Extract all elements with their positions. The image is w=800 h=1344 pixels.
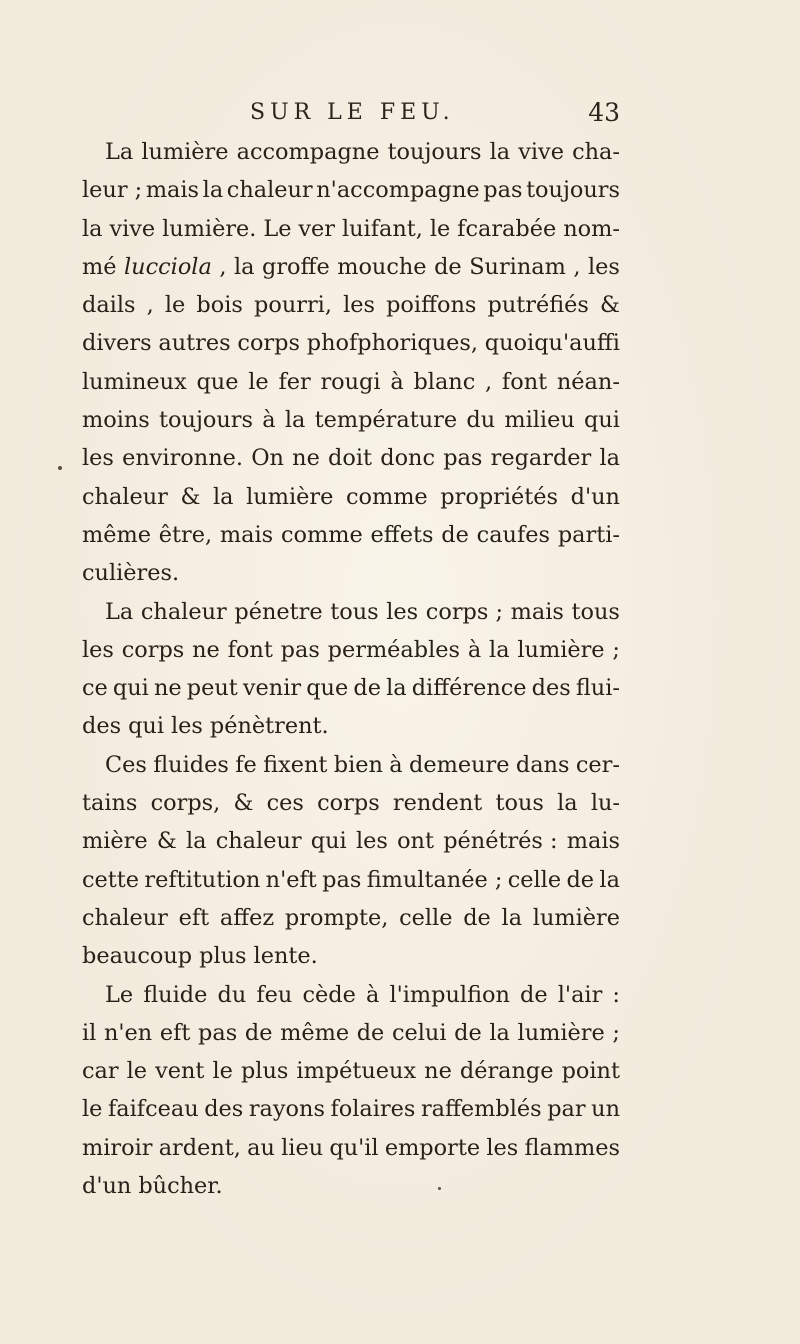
word: la xyxy=(185,828,207,855)
word: n'accompagne xyxy=(316,177,480,204)
ink-speck xyxy=(438,1187,441,1190)
word: emporte xyxy=(384,1134,481,1161)
word: l'air xyxy=(557,981,603,1008)
word: pas xyxy=(443,445,483,472)
word: les xyxy=(486,1134,519,1161)
word: fixent xyxy=(263,751,328,778)
word: dails xyxy=(82,292,136,319)
word: ardent, xyxy=(158,1134,241,1161)
word: la xyxy=(233,253,255,280)
word: le xyxy=(212,1058,233,1085)
word: de xyxy=(353,675,381,702)
text-line xyxy=(82,1090,620,1128)
word: , xyxy=(485,368,493,395)
word: vent xyxy=(155,1058,205,1085)
text-line xyxy=(82,1014,620,1052)
word: raffemblés xyxy=(420,1096,542,1123)
word: mais xyxy=(145,177,200,204)
word: la xyxy=(557,790,578,817)
word: lu- xyxy=(590,790,620,817)
word: ; xyxy=(612,636,620,663)
word: doit xyxy=(328,445,373,472)
word: Surinam xyxy=(469,253,566,280)
word: du xyxy=(217,981,247,1008)
word: la xyxy=(82,215,103,242)
word: propriétés xyxy=(440,483,559,510)
word: de xyxy=(463,904,491,931)
text-line xyxy=(82,899,620,937)
text-line xyxy=(82,133,620,171)
word: tous xyxy=(330,598,379,625)
word: quoiqu'auffi xyxy=(484,330,620,357)
word: pénétrés : xyxy=(443,828,558,855)
word: rendent xyxy=(392,790,483,817)
word: moins xyxy=(82,407,150,434)
word: la xyxy=(202,177,224,204)
word: des xyxy=(82,713,122,740)
text-line xyxy=(82,248,620,286)
word: ne xyxy=(153,675,182,702)
word: nom- xyxy=(563,215,620,242)
word: qui xyxy=(128,713,164,740)
page-number: 43 xyxy=(588,98,620,127)
word: néan- xyxy=(556,368,620,395)
text-line xyxy=(82,861,620,899)
word: Le xyxy=(263,215,292,242)
running-head-title: SUR LE FEU. xyxy=(250,100,455,125)
word: la xyxy=(213,483,234,510)
word: font xyxy=(501,368,548,395)
word: ces xyxy=(266,790,304,817)
word: les xyxy=(355,828,388,855)
word: La xyxy=(105,598,134,625)
word: caufes xyxy=(476,521,550,548)
word: milieu xyxy=(504,407,575,434)
word: température xyxy=(314,407,458,434)
text-line xyxy=(82,669,620,707)
word: fimultanée ; xyxy=(366,866,503,893)
word: toujours xyxy=(526,177,620,204)
text-line xyxy=(82,593,620,631)
word: vive xyxy=(109,215,156,242)
word: Le xyxy=(105,981,134,1008)
word: pénètrent. xyxy=(209,713,329,740)
word: car xyxy=(82,1058,119,1085)
word: qui xyxy=(112,675,149,702)
word: différence xyxy=(411,675,527,702)
text-line xyxy=(82,822,620,860)
text-line xyxy=(82,171,620,209)
word: ont xyxy=(397,828,434,855)
word: pas xyxy=(280,636,320,663)
word: celle xyxy=(507,866,562,893)
word: corps xyxy=(317,790,380,817)
word: font xyxy=(227,636,273,663)
word: fluide xyxy=(143,981,208,1008)
word: qui xyxy=(310,828,347,855)
word: être, xyxy=(158,521,213,548)
word: qu'il xyxy=(329,1134,379,1161)
word: du xyxy=(466,407,496,434)
word: chaleur xyxy=(226,177,313,204)
word: la xyxy=(489,139,511,165)
word: d'un xyxy=(82,1173,132,1200)
word: affez xyxy=(219,904,275,931)
word: , xyxy=(146,292,154,319)
word: impétueux xyxy=(296,1058,417,1085)
word: cette xyxy=(82,866,140,893)
word: lumière xyxy=(141,139,229,165)
text-line xyxy=(82,707,620,745)
word: mé xyxy=(82,253,117,280)
word: On xyxy=(251,445,284,472)
word: bois xyxy=(196,292,243,319)
word: vive xyxy=(518,139,564,165)
body-text xyxy=(82,133,620,1205)
word: : xyxy=(612,981,620,1008)
word: donc xyxy=(380,445,436,472)
word: comme xyxy=(345,483,428,510)
word: cer- xyxy=(575,751,620,778)
word: chaleur xyxy=(82,904,168,931)
word: par xyxy=(547,1096,586,1123)
word: putréfiés xyxy=(487,292,589,319)
word: fluides xyxy=(153,751,229,778)
word: que xyxy=(306,675,349,702)
word: La xyxy=(105,139,134,165)
text-line xyxy=(82,401,620,439)
word: cède xyxy=(302,981,356,1008)
word: groffe xyxy=(262,253,330,280)
word: corps xyxy=(121,636,185,663)
word: venir xyxy=(242,675,302,702)
word: de xyxy=(244,1019,273,1046)
word: peut xyxy=(186,675,238,702)
word: de xyxy=(356,1019,385,1046)
word: le xyxy=(429,215,451,242)
word: faifceau xyxy=(107,1096,199,1123)
word: & xyxy=(600,292,620,319)
word: même xyxy=(82,521,151,548)
word: fcarabée xyxy=(457,215,557,242)
text-line xyxy=(82,478,620,516)
word: demeure xyxy=(409,751,510,778)
word: prompte, xyxy=(284,904,389,931)
word: leur ; xyxy=(82,177,143,204)
word: miroir xyxy=(82,1134,153,1161)
text-line xyxy=(82,516,620,554)
word: , xyxy=(219,253,227,280)
word: luifant, xyxy=(341,215,423,242)
word: ne xyxy=(424,1058,452,1085)
word: à xyxy=(262,407,276,434)
text-line xyxy=(82,439,620,477)
word: lumière. xyxy=(162,215,257,242)
word: pas xyxy=(198,1019,238,1046)
word: lumière xyxy=(517,636,605,663)
word: celui xyxy=(391,1019,447,1046)
word: perméables xyxy=(327,636,461,663)
word: plus xyxy=(240,1058,289,1085)
text-line xyxy=(82,631,620,669)
word: eft xyxy=(159,1019,191,1046)
text-line xyxy=(82,324,620,362)
word: dans xyxy=(515,751,570,778)
word: tous xyxy=(571,598,620,625)
text-line xyxy=(82,1052,620,1090)
ink-speck xyxy=(58,466,62,470)
word: effets xyxy=(370,521,434,548)
text-line xyxy=(82,554,620,592)
word: la xyxy=(599,445,620,472)
word: & xyxy=(180,483,201,510)
word: à xyxy=(390,368,404,395)
word: le xyxy=(248,368,269,395)
word: celle xyxy=(399,904,453,931)
text-line xyxy=(82,363,620,401)
word: lumière xyxy=(246,483,334,510)
word: les xyxy=(82,636,114,663)
word: les xyxy=(171,713,203,740)
word: ne xyxy=(192,636,220,663)
word: , xyxy=(573,253,581,280)
word: pourri, xyxy=(254,292,332,319)
word: dérange xyxy=(459,1058,554,1085)
word: le xyxy=(82,1096,103,1123)
word: chaleur xyxy=(82,483,168,510)
word: lumineux xyxy=(82,368,187,395)
word: de xyxy=(441,521,469,548)
word: point xyxy=(561,1058,620,1085)
word: autres xyxy=(158,330,231,357)
word: environne. xyxy=(122,445,243,472)
text-line xyxy=(82,937,620,975)
word: le xyxy=(126,1058,148,1085)
word: chaleur xyxy=(215,828,302,855)
word: à xyxy=(365,981,380,1008)
word: toujours xyxy=(159,407,253,434)
word: folaires xyxy=(330,1096,416,1123)
word: de xyxy=(520,981,548,1008)
word: mais xyxy=(219,521,274,548)
word: phofphoriques, xyxy=(306,330,478,357)
word: corps xyxy=(237,330,300,357)
word: bûcher. xyxy=(138,1173,223,1200)
word: l'impulfion xyxy=(389,981,510,1008)
word: mière xyxy=(82,828,148,855)
word: feu xyxy=(256,981,293,1008)
word: il xyxy=(82,1019,97,1046)
word: tous xyxy=(495,790,544,817)
word: les xyxy=(386,598,419,625)
word: mouche xyxy=(337,253,427,280)
word: la xyxy=(489,636,510,663)
word: la xyxy=(599,866,620,893)
text-line xyxy=(82,1167,620,1205)
word: tains xyxy=(82,790,138,817)
word: beaucoup xyxy=(82,943,193,970)
word: & xyxy=(233,790,254,817)
word: les xyxy=(82,445,114,472)
word: rougi xyxy=(320,368,381,395)
word: à xyxy=(389,751,403,778)
text-line xyxy=(82,1129,620,1167)
word: même xyxy=(280,1019,350,1046)
word: ; xyxy=(612,1019,620,1046)
word: corps ; xyxy=(425,598,504,625)
word: de xyxy=(434,253,462,280)
text-line xyxy=(82,784,620,822)
word: culières. xyxy=(82,560,180,587)
word: plus xyxy=(199,943,247,970)
word: lumière xyxy=(532,904,620,931)
word: rayons xyxy=(248,1096,325,1123)
word: corps, xyxy=(150,790,221,817)
word: reftitution xyxy=(144,866,261,893)
word: n'eft xyxy=(265,866,317,893)
word: cha- xyxy=(572,139,620,165)
word: de xyxy=(566,866,595,893)
word: & xyxy=(156,828,177,855)
word: fe xyxy=(235,751,257,778)
word: blanc xyxy=(413,368,476,395)
word: à xyxy=(467,636,482,663)
word: les xyxy=(588,253,620,280)
word: qui xyxy=(584,407,620,434)
word: lente. xyxy=(253,943,318,970)
word: lieu xyxy=(281,1134,324,1161)
text-line xyxy=(82,286,620,324)
word: parti- xyxy=(557,521,620,548)
word: flammes xyxy=(524,1134,620,1161)
word: un xyxy=(591,1096,620,1123)
word: regarder xyxy=(490,445,592,472)
word: ce xyxy=(82,675,108,702)
word: la xyxy=(386,675,407,702)
word: n'en xyxy=(103,1019,153,1046)
word: la xyxy=(501,904,523,931)
word: lumière xyxy=(517,1019,605,1046)
word: les xyxy=(343,292,375,319)
word: mais xyxy=(510,598,564,625)
word: ver xyxy=(298,215,336,242)
word: ne xyxy=(292,445,320,472)
word: eft xyxy=(178,904,210,931)
running-head xyxy=(82,96,620,132)
word: flui- xyxy=(575,675,620,702)
word: le xyxy=(164,292,186,319)
word: la xyxy=(284,407,306,434)
word: pas xyxy=(483,177,523,204)
word: d'un xyxy=(570,483,620,510)
word: bien xyxy=(333,751,383,778)
word: divers xyxy=(82,330,152,357)
word: Ces xyxy=(105,751,147,778)
word: lucciola xyxy=(124,253,212,280)
word: poiffons xyxy=(386,292,477,319)
word: fer xyxy=(278,368,311,395)
word: des xyxy=(531,675,571,702)
word: au xyxy=(247,1134,275,1161)
word: pas xyxy=(322,866,362,893)
word: des xyxy=(204,1096,244,1123)
word: chaleur xyxy=(140,598,227,625)
word: accompagne xyxy=(236,139,380,165)
word: que xyxy=(196,368,239,395)
text-line xyxy=(82,976,620,1014)
word: mais xyxy=(566,828,620,855)
text-line xyxy=(82,210,620,248)
word: toujours xyxy=(387,139,482,165)
word: comme xyxy=(280,521,363,548)
word: de xyxy=(454,1019,482,1046)
word: la xyxy=(489,1019,510,1046)
word: pénetre xyxy=(234,598,323,625)
text-line xyxy=(82,746,620,784)
